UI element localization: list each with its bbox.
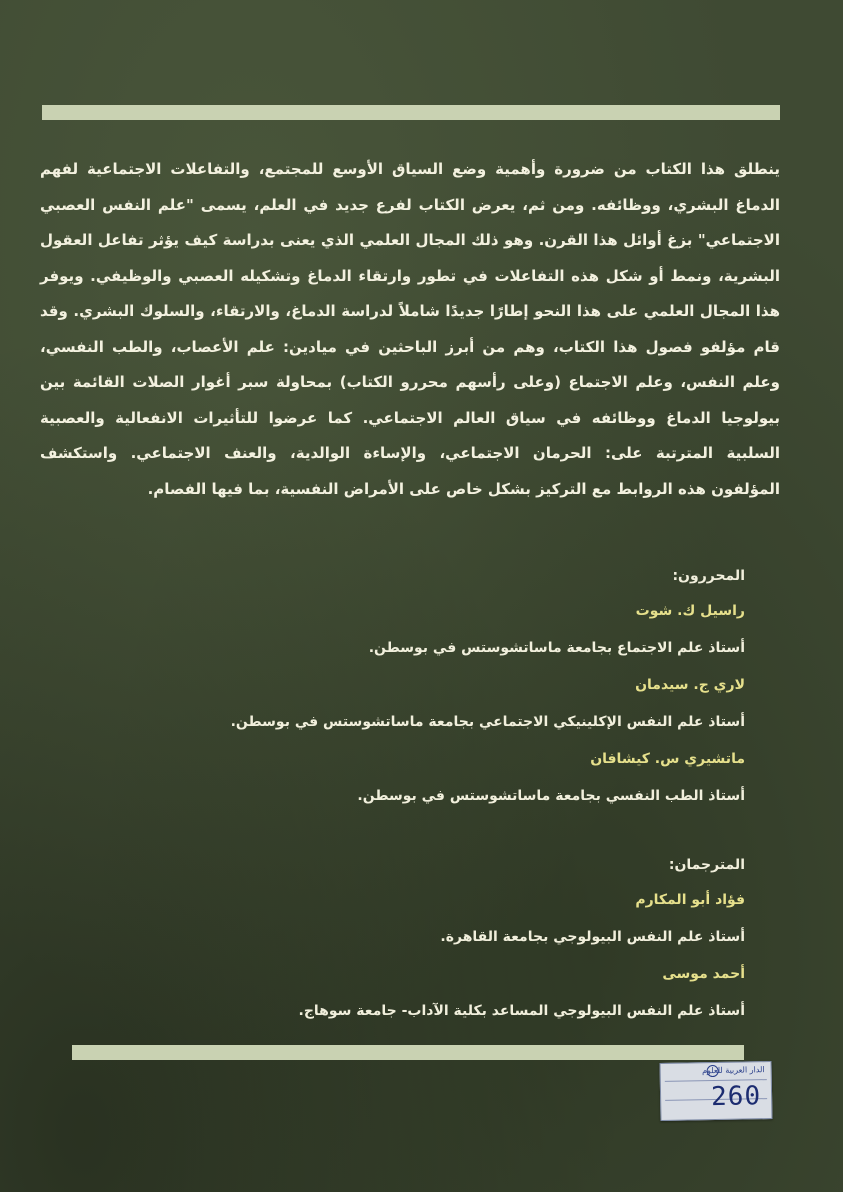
translator-name: أحمد موسى — [662, 966, 745, 982]
sticker-number: 260 — [710, 1081, 762, 1113]
editor-affiliation: أستاذ الطب النفسي بجامعة ماساتشوستس في بوسطن. — [357, 788, 745, 804]
editors-heading: المحررون: — [672, 568, 745, 584]
book-description: ينطلق هذا الكتاب من ضرورة وأهمية وضع السياق الأوسع للمجتمع، والتفاعلات الاجتماعية لفهم الدماغ البشري، ووظائفه. ومن ثم، يعرض الكتاب لفرع جديد في العلم، يسمى "علم النفس العصبي الاجتماعي" بزغ أوائل هذا القرن. وهو ذلك المجال العلمي الذي يعنى بدراسة كيف يؤثر تفاعل العقول البشرية، ونمط أو شكل هذه التفاعلات في تطور وارتقاء الدماغ وتشكيله العصبي والوظيفي. ويوفر هذا المجال العلمي على هذا النحو إطارًا جديدًا شاملاً لدراسة الدماغ، والارتقاء، والسلوك البشري. وقد قام مؤلفو فصول هذا الكتاب، وهم من أبرز الباحثين في ميادين: علم الأعصاب، والطب النفسي، وعلم النفس، وعلم الاجتماع (وعلى رأسهم محررو الكتاب) بمحاولة سبر أغوار الصلات القائمة بين بيولوجيا الدماغ ووظائفه في سياق العالم الاجتماعي. كما عرضوا للتأثيرات الانفعالية والعصبية السلبية المترتبة على: الحرمان الاجتماعي، والإساءة الوالدية، والعنف الاجتماعي. واستكشف المؤلفون هذه الروابط مع التركيز بشكل خاص على الأمراض النفسية، بما فيها الفصام. — [40, 160, 780, 498]
editor-affiliation: أستاذ علم النفس الإكلينيكي الاجتماعي بجامعة ماساتشوستس في بوسطن. — [230, 714, 745, 730]
translators-heading: المترجمان: — [668, 857, 745, 873]
editor-name: ماتشيري س. كيشافان — [590, 751, 745, 767]
translator-name: فؤاد أبو المكارم — [635, 892, 745, 908]
translator-affiliation: أستاذ علم النفس البيولوجي بجامعة القاهرة. — [440, 929, 745, 945]
editor-name: لاري ج. سيدمان — [635, 677, 745, 693]
sticker-label: الدار العربية للعلوم — [701, 1065, 765, 1076]
editor-name: راسيل ك. شوت — [635, 603, 745, 619]
translator-affiliation: أستاذ علم النفس البيولوجي المساعد بكلية الآداب- جامعة سوهاج. — [298, 1003, 745, 1019]
bottom-divider-rule — [72, 1045, 744, 1060]
library-sticker — [660, 1061, 773, 1121]
credits-section — [125, 560, 745, 1030]
editor-affiliation: أستاذ علم الاجتماع بجامعة ماساتشوستس في بوسطن. — [368, 640, 745, 656]
top-divider-rule — [42, 105, 780, 120]
section-spacer — [125, 815, 745, 849]
